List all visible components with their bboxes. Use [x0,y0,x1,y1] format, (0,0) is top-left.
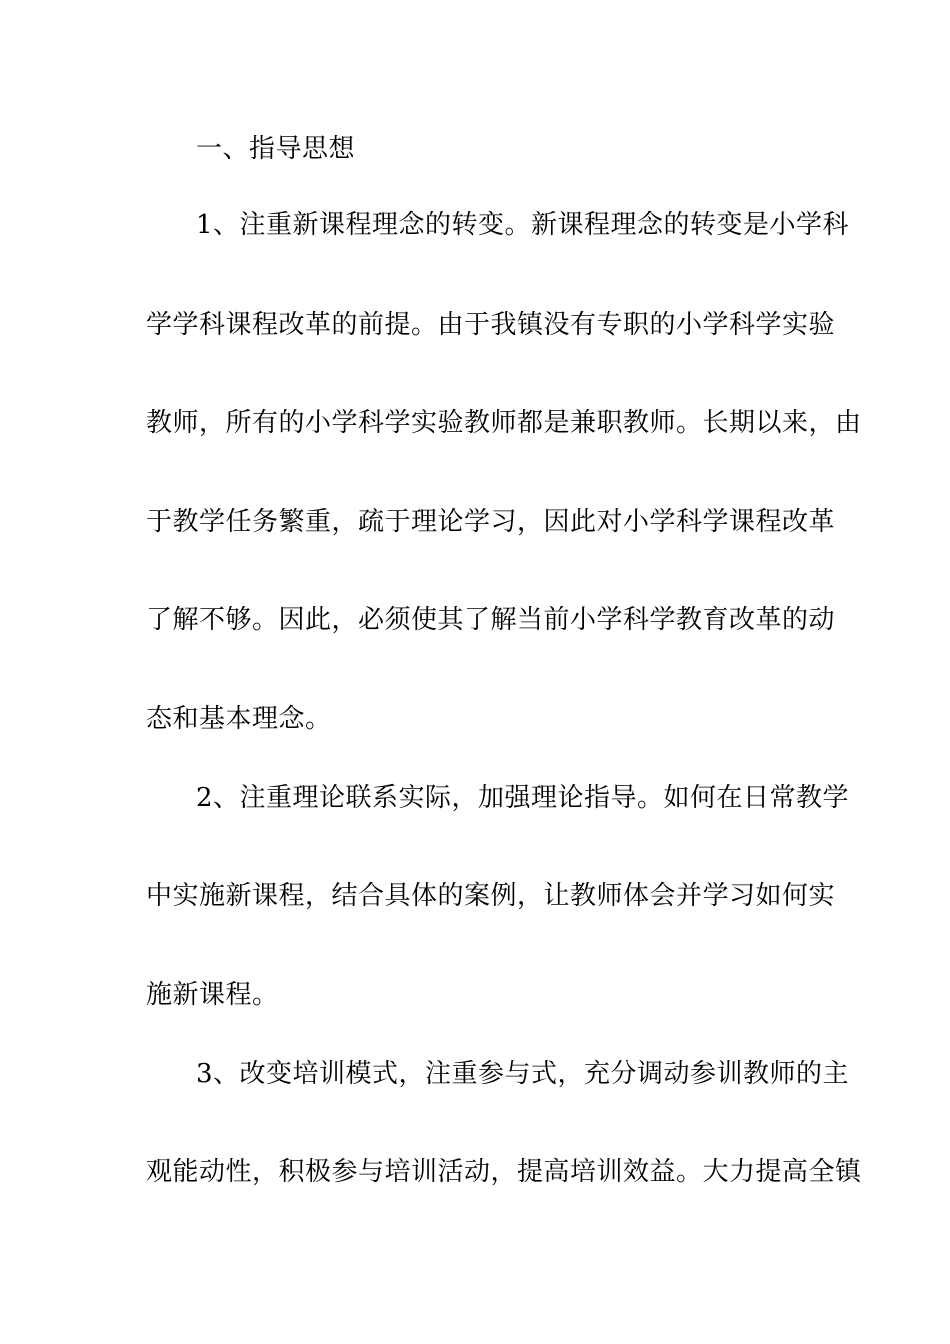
paragraph-1-line-3: 教师，所有的小学科学实验教师都是兼职教师。长期以来，由 [146,408,862,438]
paragraph-3-line-1: 3、改变培训模式，注重参与式，充分调动参训教师的主 [196,1059,850,1089]
paragraph-1-line-4: 于教学任务繁重，疏于理论学习，因此对小学科学课程改革 [146,507,836,537]
paragraph-2-line-2: 中实施新课程，结合具体的案例，让教师体会并学习如何实 [146,881,836,911]
paragraph-2-line-1: 2、注重理论联系实际，加强理论指导。如何在日常教学 [196,783,850,813]
paragraph-1-line-2: 学学科课程改革的前提。由于我镇没有专职的小学科学实验 [146,310,836,340]
paragraph-1-line-6: 态和基本理念。 [146,704,332,734]
paragraph-3-line-2: 观能动性，积极参与培训活动，提高培训效益。大力提高全镇 [146,1157,862,1187]
paragraph-2-line-3: 施新课程。 [146,980,279,1010]
paragraph-1-line-1: 1、注重新课程理念的转变。新课程理念的转变是小学科 [196,210,850,240]
paragraph-1-line-5: 了解不够。因此，必须使其了解当前小学科学教育改革的动 [146,605,836,635]
section-heading: 一、指导思想 [196,134,356,164]
